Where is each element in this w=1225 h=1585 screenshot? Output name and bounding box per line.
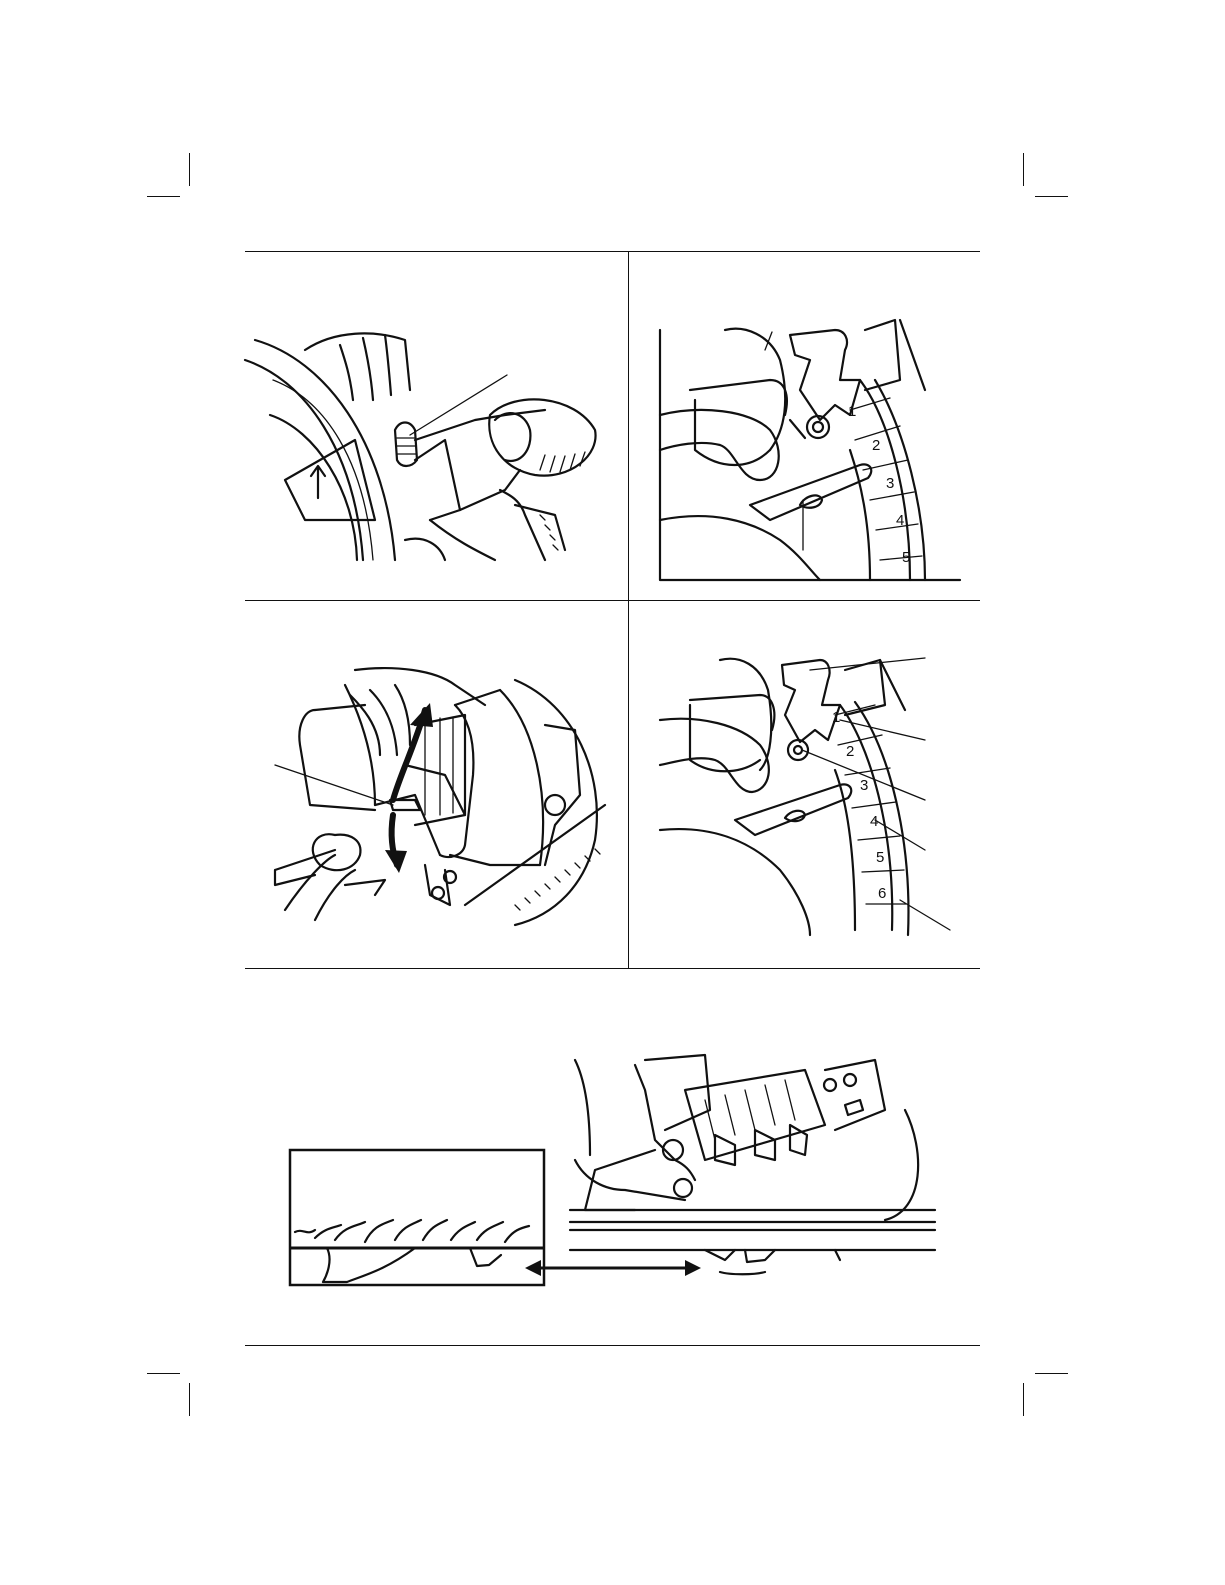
scale-label-3: 3 (886, 475, 895, 492)
crop-mark-bottom-right-vertical (1023, 1383, 1024, 1416)
leader-line-scale-b-2 (840, 720, 925, 740)
figure-bevel-scale-a (660, 320, 960, 590)
crop-mark-bottom-left-horizontal (147, 1373, 180, 1374)
scale-label-6: 6 (878, 885, 887, 902)
scale-label-2: 2 (872, 437, 881, 454)
scale-label-3: 3 (860, 777, 869, 794)
panel-rule-middle (245, 600, 980, 601)
scale-label-5: 5 (902, 549, 911, 566)
scale-label-5: 5 (876, 849, 885, 866)
figure-depth-knob (245, 320, 625, 570)
figure-bevel-scale-b (660, 650, 960, 940)
crop-mark-bottom-right-horizontal (1035, 1373, 1068, 1374)
panel-rule-lower (245, 968, 980, 969)
crop-mark-top-left-horizontal (147, 196, 180, 197)
scale-label-1: 1 (848, 403, 857, 420)
crop-mark-top-left-vertical (189, 153, 190, 186)
panel-divider-vertical (628, 251, 629, 968)
panel-rule-bottom (245, 1345, 980, 1346)
scale-label-1: 1 (832, 709, 841, 726)
scale-label-4: 4 (870, 813, 879, 830)
crop-mark-bottom-left-vertical (189, 1383, 190, 1416)
crop-mark-top-right-vertical (1023, 153, 1024, 186)
crop-mark-top-right-horizontal (1035, 196, 1068, 197)
figure-depth-lever (275, 665, 615, 930)
scale-label-2: 2 (846, 743, 855, 760)
scale-label-4: 4 (896, 512, 905, 529)
leader-line-lever (275, 765, 393, 805)
figure-kerf-detail (285, 1050, 945, 1295)
panel-rule-top (245, 251, 980, 252)
